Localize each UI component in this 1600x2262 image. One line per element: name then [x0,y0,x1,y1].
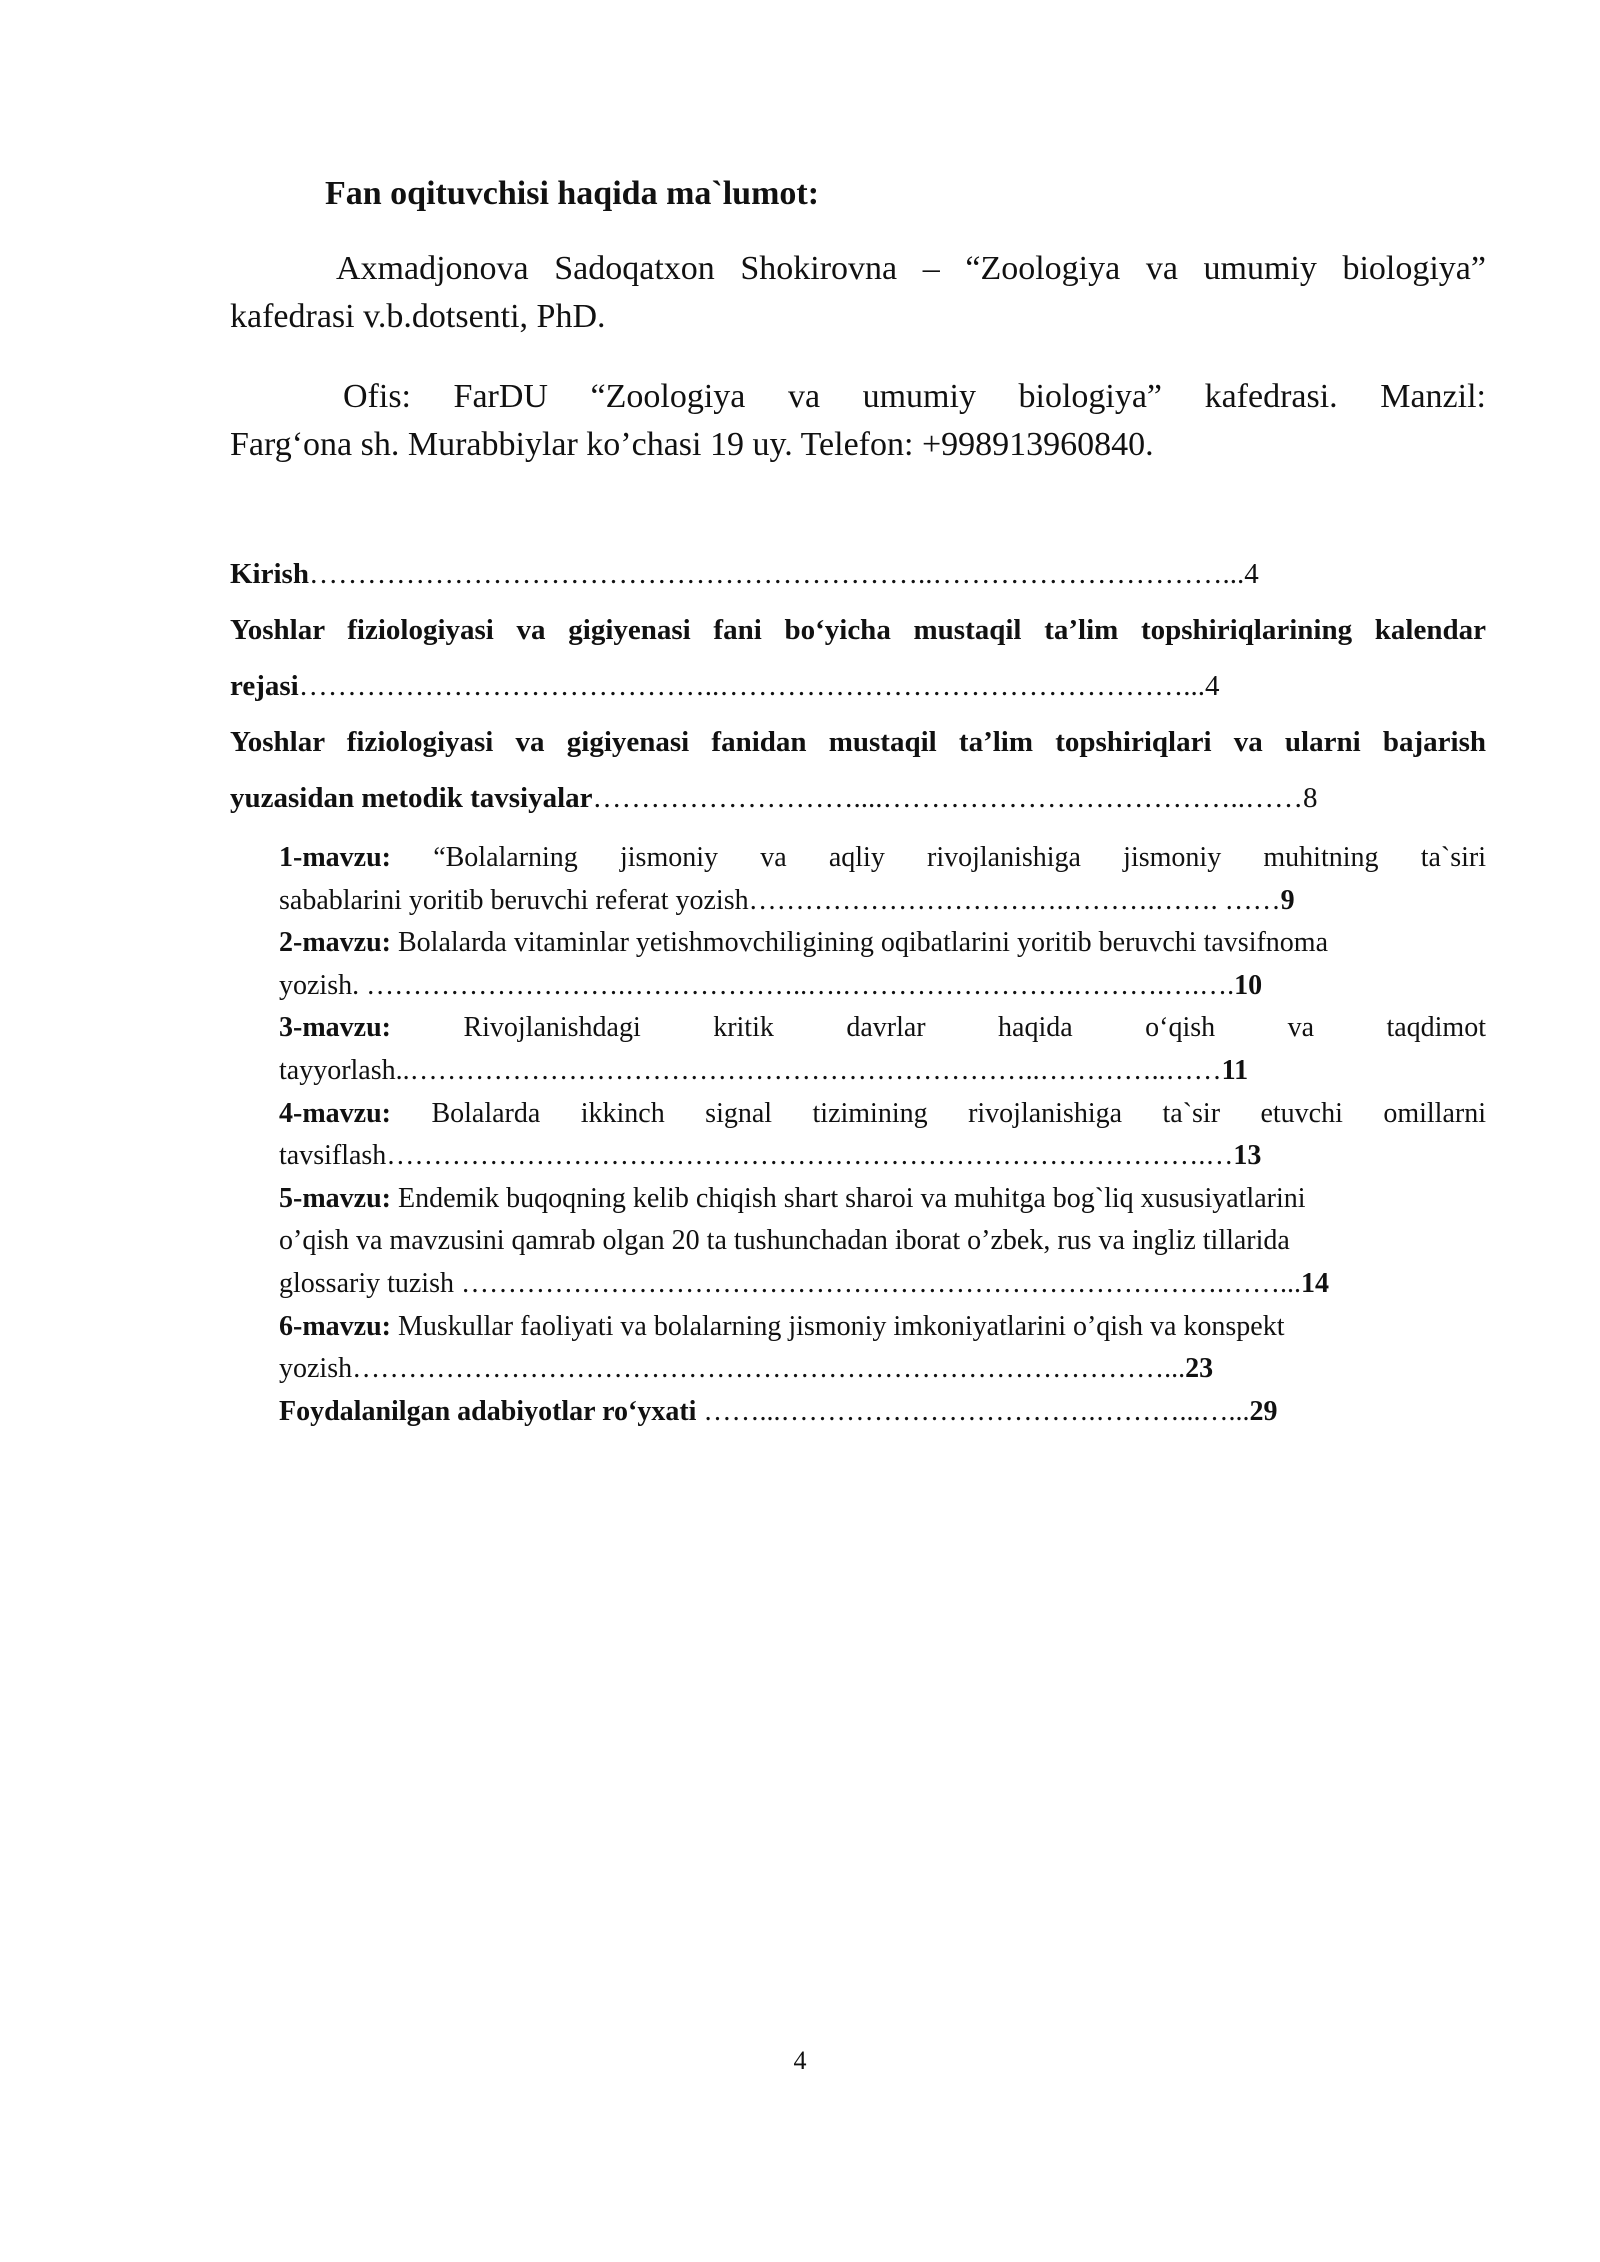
toc-page-number: 11 [1221,1054,1249,1086]
topic-label: 3-mavzu: [279,1012,391,1044]
toc-page-number: 23 [1185,1353,1214,1385]
toc-topic-1-line-1[interactable] [279,837,1486,880]
topic-title-cont: glossariy tuzish [279,1267,461,1299]
toc-entry-title: yuzasidan metodik tavsiyalar [230,782,593,814]
topic-label: 1-mavzu: [279,842,391,873]
teacher-info-line-2: kafedrasi v.b.dotsenti, PhD. [230,298,606,335]
toc-entry-title: rejasi [230,670,299,702]
topic-title: Muskullar faoliyati va bolalarning jismoniy imkoniyatlarini o’qish va konspekt [397,1310,1285,1342]
toc-topic-5-line-3[interactable] [279,1263,1486,1306]
toc-entry-kirish[interactable] [230,546,1486,602]
toc-entry-calendar-line-2[interactable] [230,658,1486,714]
topic-label: 5-mavzu: [279,1182,391,1214]
topic-title-cont: yozish [279,1353,353,1385]
toc-dots: ……………………………………………………………………………... [352,1353,1186,1385]
toc-page-number: 8 [1303,782,1318,814]
toc-topic-5-line-1[interactable] [279,1178,1486,1221]
toc-topic-4-line-2[interactable] [279,1135,1486,1178]
toc-page-number: 10 [1234,969,1263,1001]
toc-page-number: 4 [1244,558,1259,590]
toc-entry-methodical-line-1[interactable]: Yoshlar fiziologiyasi va gigiyenasi fanidan mustaqil ta’lim topshiriqlari va ularni bajarish [230,726,1486,758]
toc-entry-title: Foydalanilgan adabiyotlar ro‘yxati [279,1395,704,1427]
topic-title-cont: o’qish va mavzusini qamrab olgan 20 ta tushunchadan iborat o’zbek, rus va ingliz tillarida [279,1225,1290,1257]
topic-title-cont: sabablarini yoritib beruvchi referat yozish [279,884,749,916]
topic-title: Bolalarda ikkinch signal tizimining rivojlanishiga ta`sir etuvchi omillarni [431,1097,1486,1129]
toc-topic-2-line-2[interactable] [279,965,1486,1008]
toc-page-number: 13 [1233,1140,1262,1172]
toc-dots: …………………………………………………………..…………..…… [409,1054,1222,1086]
topic-title-cont: yozish. [279,969,367,1001]
topic-label: 4-mavzu: [279,1097,391,1129]
teacher-info-line-1: Axmadjonova Sadoqatxon Shokirovna – “Zoologiya va umumiy biologiya” [336,250,1486,287]
toc-page-number: 4 [1204,670,1220,702]
office-info-paragraph [230,373,1486,469]
toc-topic-3-line-2[interactable] [279,1050,1486,1093]
topic-title: “Bolalarning jismoniy va aqliy rivojlanishiga jismoniy muhitning ta`siri [433,842,1486,873]
table-of-contents-main [230,546,1486,826]
toc-dots: ……………………….………………..….…………………….……….….…. [366,969,1235,1001]
topic-title: Rivojlanishdagi kritik davrlar haqida o‘qish va taqdimot [463,1012,1486,1044]
topic-title-cont: tayyorlash.. [279,1054,410,1086]
toc-dots: ……………………………………………………………………….……... [461,1267,1301,1299]
topic-title-cont: tavsiflash [279,1140,387,1172]
topic-title: Endemik buqoqning kelib chiqish shart sharoi va muhitga bog`liq xususiyatlarini [397,1182,1306,1214]
toc-topic-4-line-1[interactable] [279,1093,1486,1136]
toc-dots: ………………………………………………………..…………………………... [308,558,1245,590]
toc-dots: ……...…………………………….………...…... [703,1395,1250,1427]
toc-entry-methodical-line-2[interactable] [230,770,1486,826]
topic-title: Bolalarda vitaminlar yetishmovchiligining oqibatlarini yoritib beruvchi tavsifnoma [397,927,1328,959]
toc-page-number: 29 [1249,1395,1278,1427]
toc-topic-6-line-1[interactable] [279,1306,1486,1349]
topic-label: 6-mavzu: [279,1310,391,1342]
page-heading: Fan oqituvchisi haqida ma`lumot: [325,175,820,212]
topic-label: 2-mavzu: [279,927,391,959]
toc-topic-1-line-2[interactable] [279,880,1486,923]
toc-entry-calendar-line-1[interactable]: Yoshlar fiziologiyasi va gigiyenasi fani bo‘yicha mustaqil ta’lim topshiriqlarining kalendar [230,614,1486,646]
toc-dots: …………………………….……….……. …… [748,884,1281,916]
toc-topic-6-line-2[interactable] [279,1348,1486,1391]
toc-entry-title: Kirish [230,558,309,590]
toc-dots: …………………………………………………………………………….… [386,1140,1234,1172]
toc-dots: ……………………………………..…………………………………………... [298,670,1205,702]
toc-dots: ………………………....………………………………..…… [592,782,1304,814]
toc-topic-5-line-2[interactable] [279,1220,1486,1263]
toc-topic-3-line-1[interactable] [279,1007,1486,1050]
table-of-contents-topics [279,837,1486,1433]
office-info-line-1: Ofis: FarDU “Zoologiya va umumiy biologiya” kafedrasi. Manzil: [343,378,1486,415]
toc-page-number: 14 [1301,1267,1329,1299]
office-info-line-2: Farg‘ona sh. Murabbiylar ko’chasi 19 uy. Telefon: +998913960840. [230,426,1154,463]
teacher-info-paragraph [230,245,1486,341]
toc-entry-references[interactable] [279,1391,1486,1434]
page-number: 4 [793,2046,807,2075]
toc-page-number: 9 [1280,884,1295,916]
toc-topic-2-line-1[interactable] [279,922,1486,965]
